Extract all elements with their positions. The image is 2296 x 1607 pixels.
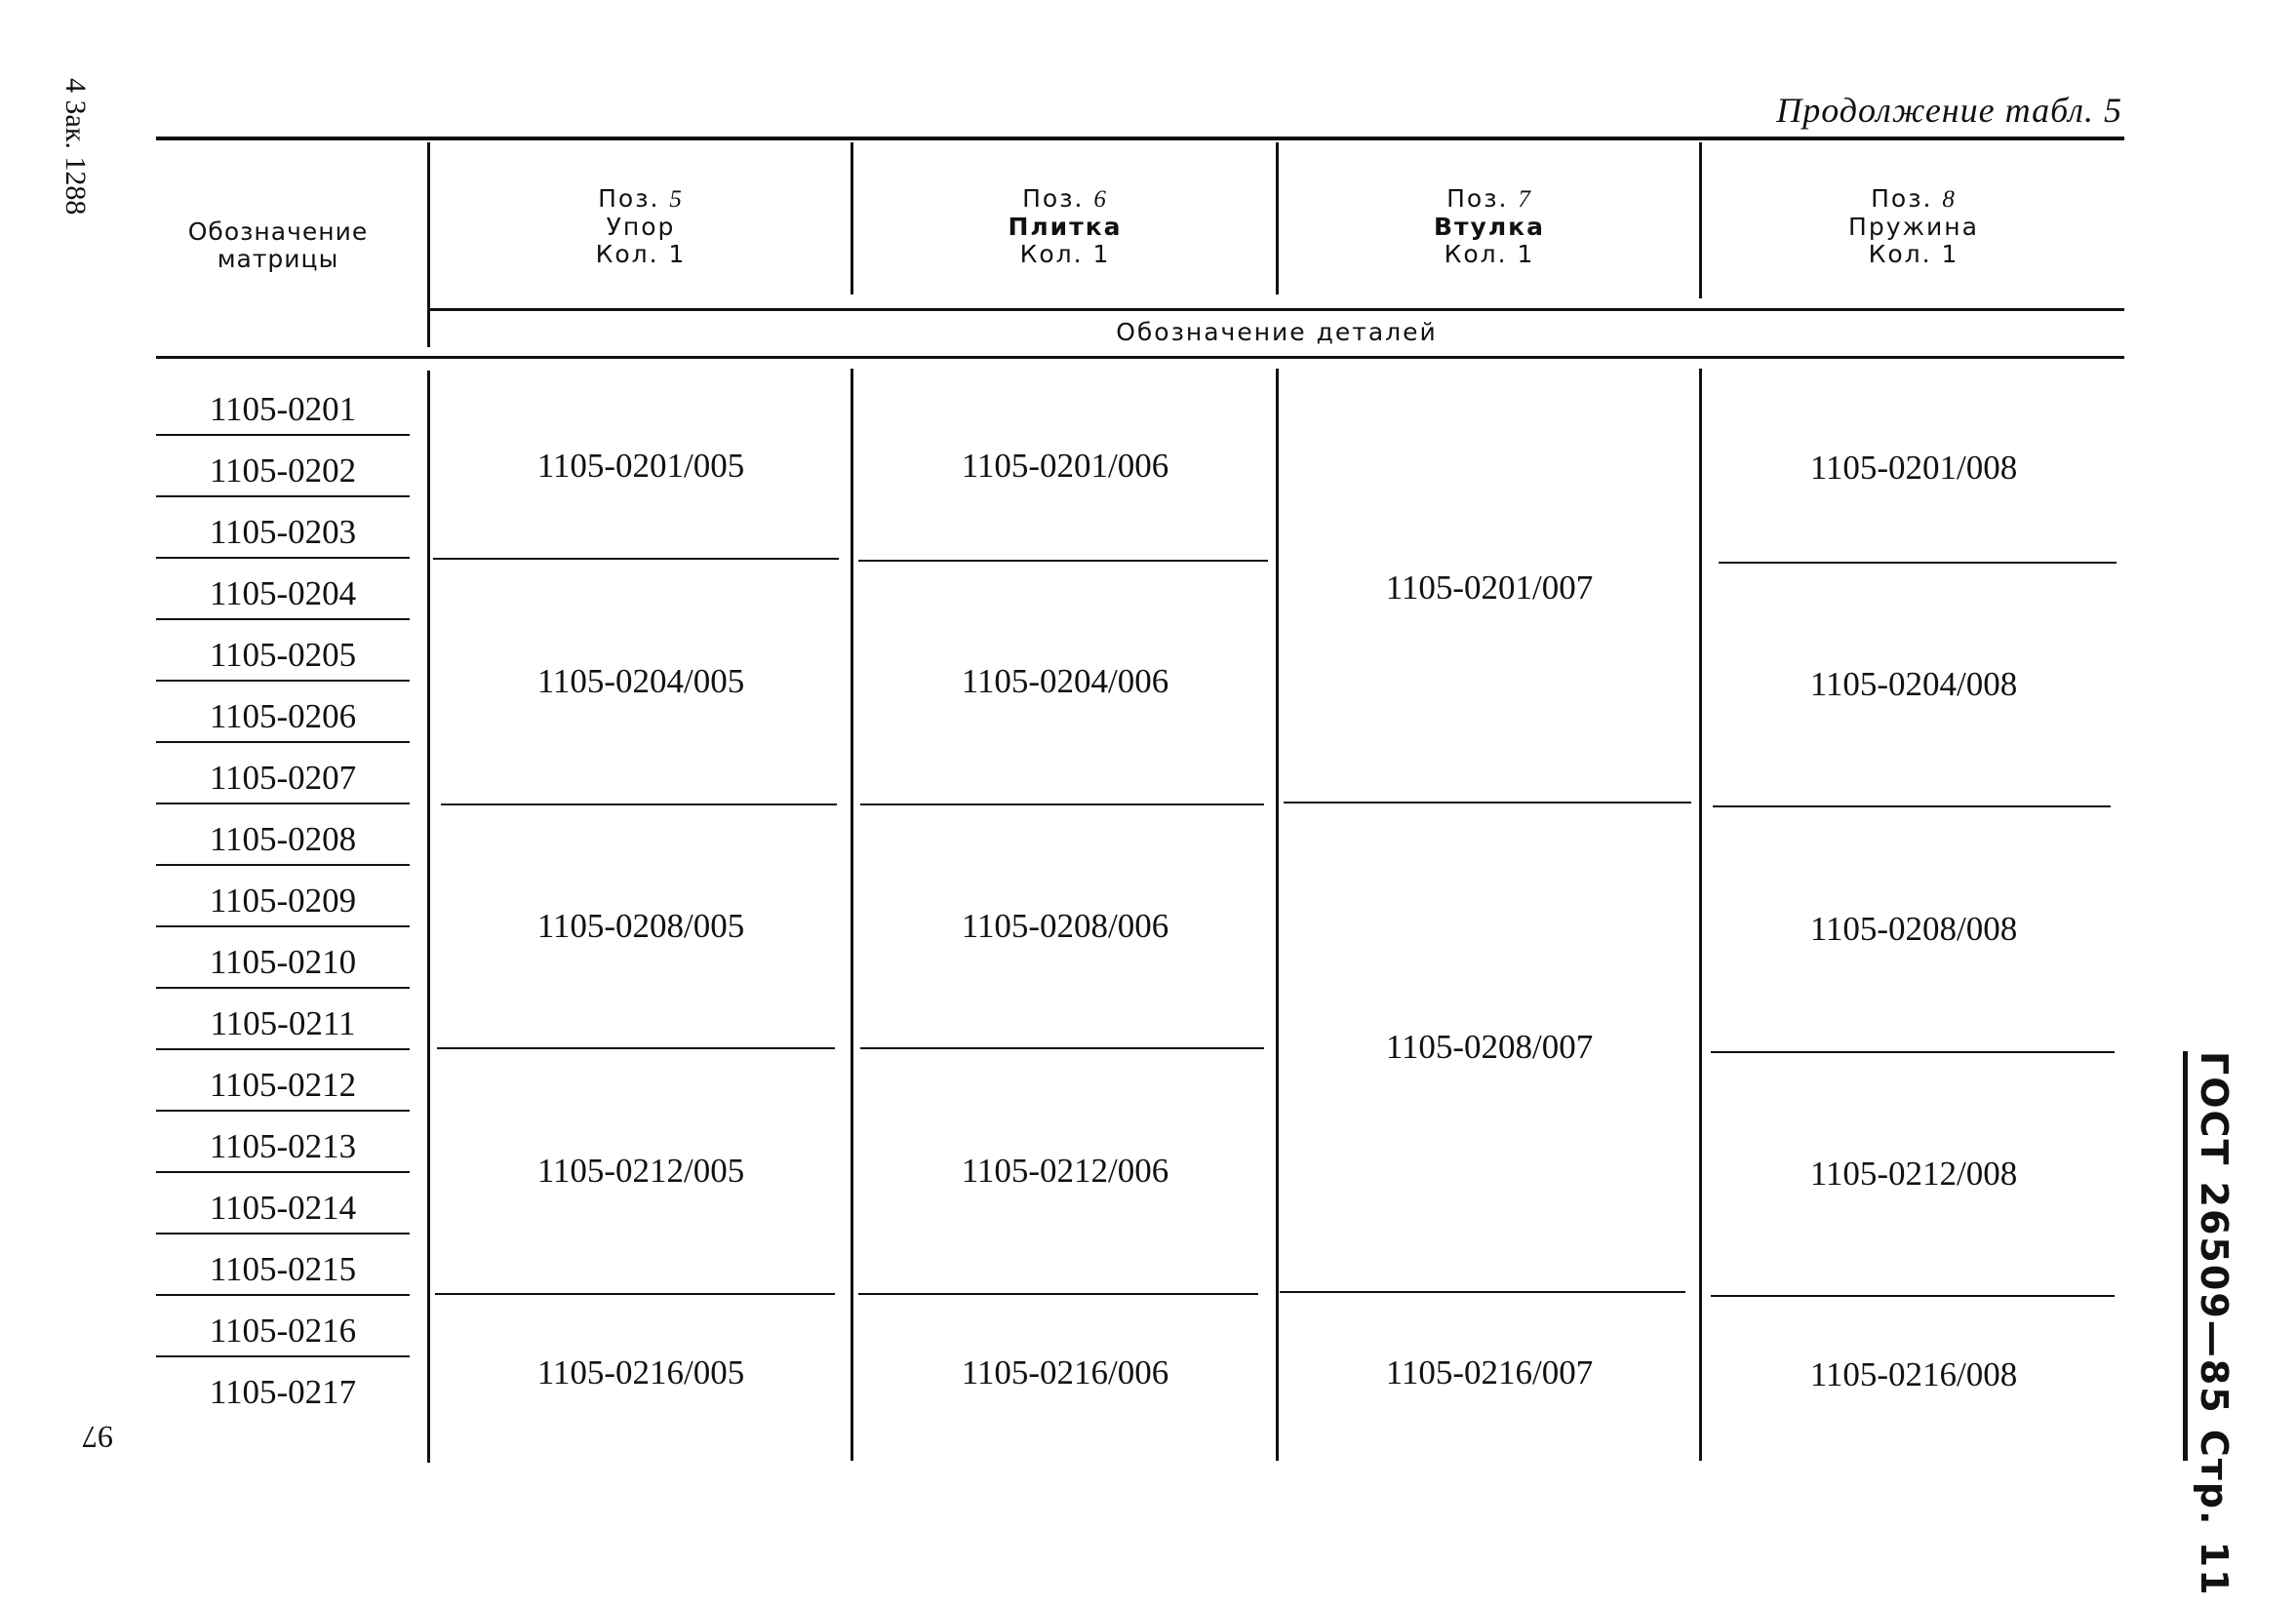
- matrix-header-line2: матрицы: [217, 245, 339, 273]
- matrix-row: 1105-0216: [209, 1311, 357, 1350]
- matrix-row: 1105-0203: [209, 512, 357, 551]
- matrix-row: 1105-0217: [209, 1372, 357, 1411]
- pos7-label: Поз.: [1446, 184, 1509, 213]
- pos7-name: Втулка: [1434, 213, 1545, 241]
- pos5-qty: Кол. 1: [595, 240, 687, 268]
- matrix-row: 1105-0206: [209, 696, 357, 735]
- matrix-row: 1105-0213: [209, 1126, 357, 1165]
- matrix-row: 1105-0212: [209, 1065, 357, 1104]
- matrix-row: 1105-0201: [209, 389, 357, 428]
- row-rule: [156, 1294, 410, 1296]
- pos6-name: Плитка: [1008, 213, 1123, 241]
- pos8-cell: 1105-0201/008: [1809, 449, 2018, 487]
- pos8-cell: 1105-0212/008: [1809, 1155, 2018, 1193]
- page-number: 97: [82, 1420, 113, 1455]
- header-pos8: [1703, 185, 2124, 268]
- col-divider-1: [427, 142, 430, 347]
- pos8-number: 8: [1942, 186, 1957, 213]
- col-divider-4-body: [1699, 369, 1702, 1461]
- matrix-row: 1105-0207: [209, 758, 357, 797]
- matrix-row: 1105-0214: [209, 1188, 357, 1227]
- pos6-number: 6: [1093, 186, 1108, 213]
- pos7-number: 7: [1518, 186, 1532, 213]
- matrix-row: 1105-0208: [209, 819, 357, 858]
- pos8-qty: Кол. 1: [1868, 240, 1960, 268]
- header-pos7: [1280, 185, 1699, 268]
- row-rule: [156, 803, 410, 804]
- pos6-qty: Кол. 1: [1019, 240, 1111, 268]
- matrix-row: 1105-0215: [209, 1249, 357, 1288]
- matrix-row: 1105-0202: [209, 451, 357, 490]
- pos6-cell: 1105-0216/006: [961, 1353, 1169, 1391]
- pos5-cell: 1105-0212/005: [536, 1152, 745, 1190]
- col-divider-3-header: [1276, 142, 1279, 294]
- pos6-label: Поз.: [1022, 184, 1085, 213]
- row-rule: [156, 864, 410, 866]
- matrix-header-line1: Обозначение: [187, 217, 369, 246]
- row-rule: [156, 434, 410, 436]
- row-rule: [156, 1110, 410, 1112]
- pos7-qty: Кол. 1: [1444, 240, 1535, 268]
- pos6-cell: 1105-0212/006: [961, 1152, 1169, 1190]
- pos8-name: Пружина: [1848, 213, 1979, 241]
- pos8-cell: 1105-0208/008: [1809, 910, 2018, 948]
- standard-reference: ГОСТ 26509—85 Стр. 11: [2193, 1051, 2236, 1597]
- row-rule: [156, 495, 410, 497]
- pos7-cell: 1105-0216/007: [1385, 1353, 1594, 1391]
- order-number-margin: 4 Зак. 1288: [59, 78, 92, 216]
- table-continuation-title: Продолжение табл. 5: [1776, 91, 2122, 130]
- pos5-cell: 1105-0208/005: [536, 907, 745, 945]
- row-rule: [156, 1048, 410, 1050]
- pos6-cell: 1105-0201/006: [961, 447, 1169, 485]
- matrix-row: 1105-0205: [209, 635, 357, 674]
- pos7-cell: 1105-0208/007: [1385, 1028, 1594, 1066]
- header-mid-rule: [429, 308, 2124, 311]
- col-divider-4-header: [1699, 142, 1702, 298]
- pos8-cell: 1105-0216/008: [1809, 1355, 2018, 1393]
- matrix-row: 1105-0204: [209, 573, 357, 612]
- matrix-row: 1105-0210: [209, 942, 357, 981]
- pos5-cell: 1105-0216/005: [536, 1353, 745, 1391]
- pos8-label: Поз.: [1871, 184, 1933, 213]
- row-rule: [156, 925, 410, 927]
- row-rule: [156, 618, 410, 620]
- pos6-cell: 1105-0208/006: [961, 907, 1169, 945]
- col-divider-3-body: [1276, 369, 1279, 1461]
- row-rule: [156, 1233, 410, 1235]
- row-rule: [156, 987, 410, 989]
- pos5-label: Поз.: [598, 184, 660, 213]
- pos8-cell: 1105-0204/008: [1809, 665, 2018, 703]
- pos6-cell: 1105-0204/006: [961, 662, 1169, 700]
- matrix-column-header: [156, 218, 400, 273]
- header-pos5: [431, 185, 851, 268]
- table-top-rule: [156, 137, 2124, 140]
- row-rule: [156, 557, 410, 559]
- pos7-cell: 1105-0201/007: [1385, 568, 1594, 607]
- row-rule: [156, 1171, 410, 1173]
- pos5-name: Упор: [606, 213, 676, 241]
- header-bottom-rule: [156, 356, 2124, 359]
- header-pos6: [854, 185, 1276, 268]
- pos5-cell: 1105-0201/005: [536, 447, 745, 485]
- matrix-row: 1105-0211: [210, 1003, 356, 1042]
- matrix-row: 1105-0209: [209, 881, 357, 920]
- col-divider-2-body: [851, 369, 853, 1461]
- col-divider-2-header: [851, 142, 853, 294]
- pos5-cell: 1105-0204/005: [536, 662, 745, 700]
- row-rule: [156, 680, 410, 682]
- pos5-number: 5: [669, 186, 684, 213]
- row-rule: [156, 741, 410, 743]
- row-rule: [156, 1355, 410, 1357]
- col-divider-1-body: [427, 371, 430, 1463]
- details-designation-header: Обозначение деталей: [1116, 318, 1438, 346]
